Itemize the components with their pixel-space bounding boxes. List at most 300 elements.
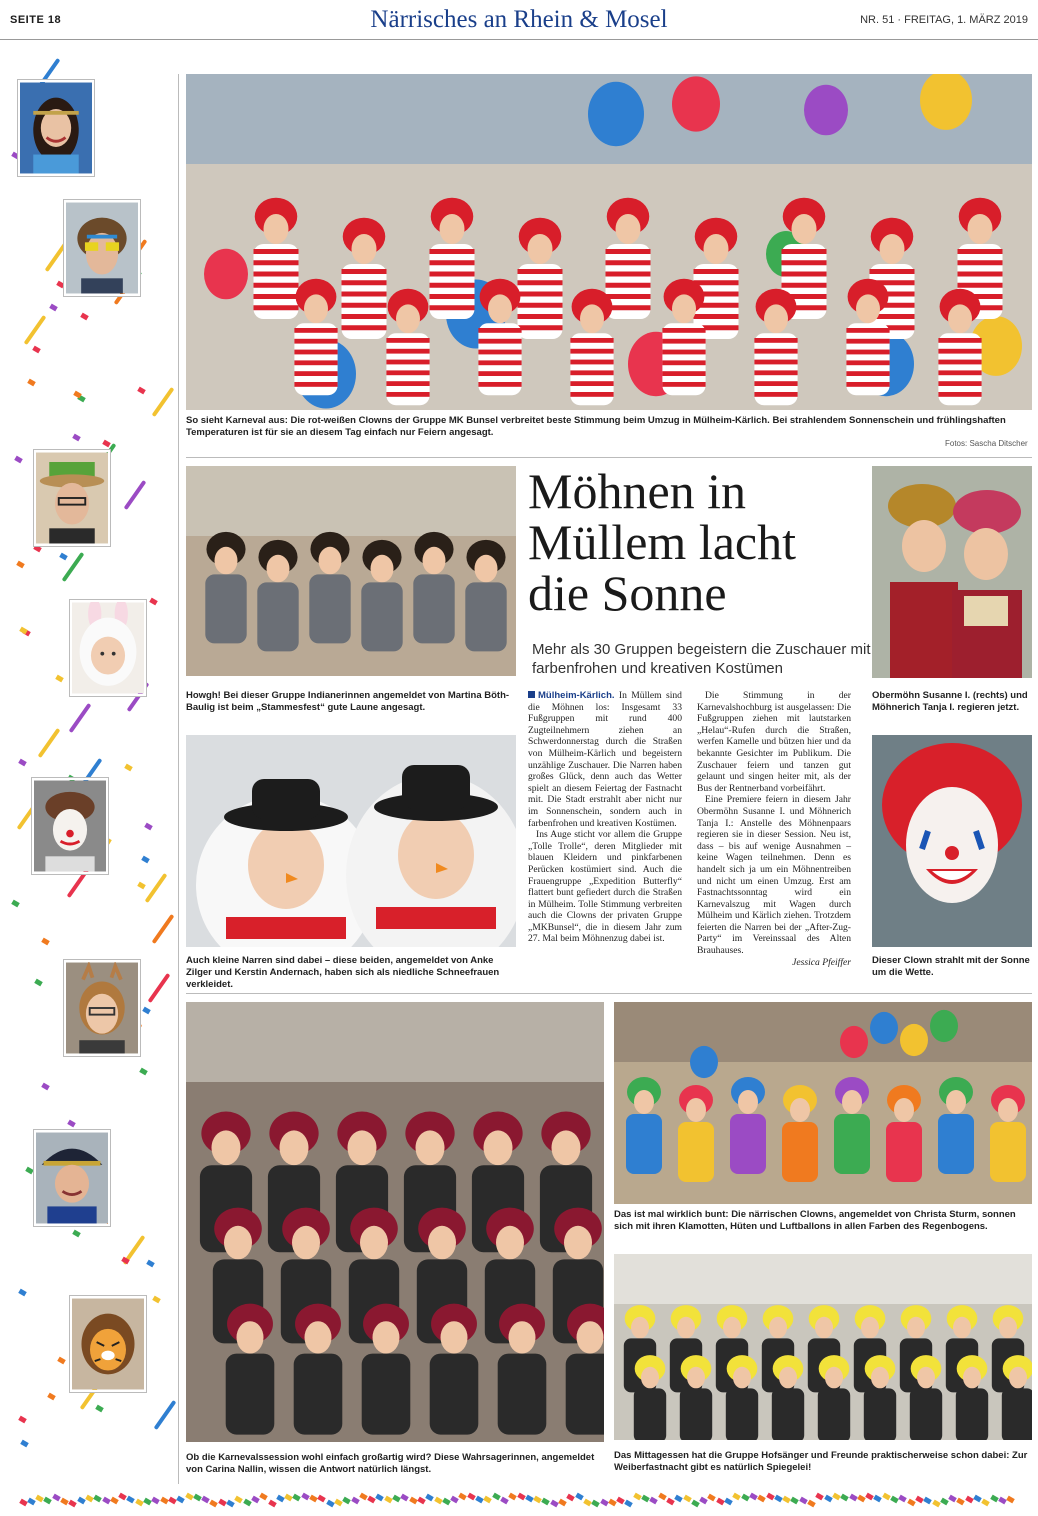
- confetti-piece: [558, 1499, 567, 1507]
- confetti-piece: [126, 1496, 135, 1504]
- confetti-piece: [890, 1496, 899, 1504]
- confetti-piece: [67, 1120, 76, 1128]
- stripe: [430, 305, 475, 310]
- face: [790, 1098, 810, 1122]
- confetti-piece: [741, 1494, 750, 1502]
- confetti-piece: [93, 1495, 102, 1503]
- face: [360, 1226, 388, 1260]
- face: [484, 1130, 513, 1165]
- stripe: [386, 392, 429, 397]
- face: [212, 1130, 241, 1165]
- caption-indian-women: Howgh! Bei dieser Gruppe Indianerinnen angemeldet von Martina Böth-Baulig ist beim „Stammesfest“ gute Laune angesagt.: [186, 690, 510, 713]
- face: [907, 1317, 925, 1339]
- face: [738, 1090, 758, 1114]
- face: [963, 1367, 981, 1389]
- confetti-piece: [292, 1494, 301, 1502]
- article-column-1: [528, 690, 682, 945]
- section-marker: [528, 691, 535, 698]
- stripe: [754, 392, 797, 397]
- confetti-piece: [624, 1500, 633, 1508]
- stripe: [606, 249, 651, 254]
- stripe: [754, 381, 797, 386]
- confetti-piece: [757, 1495, 766, 1503]
- confetti-piece: [151, 1497, 160, 1505]
- confetti-piece: [865, 1493, 874, 1501]
- confetti-piece: [18, 1289, 27, 1297]
- confetti-piece: [898, 1495, 907, 1503]
- stripe: [518, 280, 563, 285]
- confetti-piece: [458, 1493, 467, 1501]
- caption-top-photo: So sieht Karneval aus: Die rot-weißen Clowns der Gruppe MK Bunsel verbreitet beste Stimmung beim Umzug in Mülheim-Kärlich. Bei strahlendem Sonnenschein und frühlingshaften Temperaturen ist für sie an diesem Tag einfach nur Feiern angesagt.: [186, 415, 1006, 438]
- section-title: Närrisches an Rhein & Mosel: [370, 6, 668, 33]
- confetti-piece: [683, 1495, 692, 1503]
- body: [990, 1122, 1026, 1182]
- confetti-piece: [400, 1494, 409, 1502]
- photo-indian-women: [186, 466, 516, 676]
- confetti-sidebar: [8, 70, 168, 1465]
- stripe: [754, 360, 797, 365]
- face: [733, 1367, 751, 1389]
- confetti-piece: [176, 1496, 185, 1504]
- face: [953, 1317, 971, 1339]
- confetti-piece: [18, 759, 27, 767]
- face: [769, 1317, 787, 1339]
- stripe: [606, 283, 651, 288]
- confetti-piece: [49, 304, 58, 312]
- face: [528, 234, 553, 264]
- confetti-piece: [732, 1493, 741, 1501]
- confetti-piece: [68, 1500, 77, 1508]
- confetti-piece: [143, 1498, 152, 1506]
- face: [396, 304, 420, 333]
- confetti-piece: [201, 1496, 210, 1504]
- balloon: [588, 82, 644, 146]
- confetti-piece: [152, 1296, 161, 1304]
- stripe: [570, 360, 613, 365]
- face: [792, 214, 817, 244]
- stripe: [430, 283, 475, 288]
- portrait-man-pirate-hat: [34, 1130, 110, 1226]
- confetti-piece: [72, 434, 81, 442]
- article-paragraph: In Müllem sind die Möhnen los: Insgesamt 33 Fußgruppen mit rund 400 Zugteilnehmern ziehen an Schwerdonnerstag durch die Straßen von Mülheim-Kärlich und begeistern unzählige Zuschauer. Die Narren haben großes Glück, denn auch das Wetter spielt an diesem Feiertag der Fastnacht mit. Die Stadt erstrahlt aber nicht nur im Sonnenschein, sondern auch in farbenfrohen und kreativen Kostümen.: [528, 690, 682, 829]
- confetti-piece: [790, 1497, 799, 1505]
- stripe: [570, 349, 613, 354]
- confetti-piece: [259, 1493, 268, 1501]
- confetti-piece: [193, 1494, 202, 1502]
- stripe: [294, 371, 337, 376]
- article-dateline: Mülheim-Kärlich.: [538, 690, 615, 701]
- face: [634, 1090, 654, 1114]
- photo-credit: Fotos: Sascha Ditscher: [945, 439, 1028, 448]
- streamer: [154, 1400, 177, 1430]
- confetti-piece: [149, 598, 158, 606]
- confetti-piece: [973, 1495, 982, 1503]
- stripe: [478, 371, 521, 376]
- stripe: [294, 360, 337, 365]
- confetti-piece: [384, 1496, 393, 1504]
- stripe: [254, 272, 299, 277]
- confetti-piece: [483, 1496, 492, 1504]
- stripe: [430, 249, 475, 254]
- face: [319, 547, 342, 575]
- stripe: [958, 260, 1003, 265]
- confetti-piece: [517, 1493, 526, 1501]
- confetti-piece: [956, 1498, 965, 1506]
- stripe: [254, 305, 299, 310]
- article-author: Jessica Pfeiffer: [792, 956, 851, 968]
- face: [616, 214, 641, 244]
- portrait-hippie-woman: [18, 80, 94, 176]
- balloon: [204, 249, 248, 300]
- streamer: [152, 914, 175, 944]
- confetti-piece: [276, 1495, 285, 1503]
- confetti-piece: [492, 1493, 501, 1501]
- confetti-piece: [35, 1495, 44, 1503]
- confetti-piece: [18, 1416, 27, 1424]
- confetti-piece: [146, 1260, 155, 1268]
- confetti-piece: [137, 387, 146, 395]
- photo-royals: [872, 466, 1032, 678]
- stripe: [938, 349, 981, 354]
- body: [361, 582, 402, 651]
- confetti-piece: [550, 1500, 559, 1508]
- face: [948, 304, 972, 333]
- face: [946, 1090, 966, 1114]
- stripe: [694, 280, 739, 285]
- body: [205, 574, 246, 643]
- page-header: [0, 0, 1038, 40]
- confetti-piece: [500, 1497, 509, 1505]
- streamer: [148, 973, 171, 1003]
- confetti-piece: [1006, 1496, 1015, 1504]
- face: [1009, 1367, 1027, 1389]
- body: [938, 1114, 974, 1174]
- face: [968, 214, 993, 244]
- confetti-piece: [566, 1494, 575, 1502]
- streamer: [145, 873, 168, 903]
- caption-snow-women: Auch kleine Narren sind dabei – diese beiden, angemeldet von Anke Zilger und Kerstin Andernach, haben sich als niedliche Schneefrauen verkleidet.: [186, 955, 500, 990]
- confetti-piece: [41, 938, 50, 946]
- article-paragraph: Ins Auge sticht vor allem die Gruppe „Tolle Trolle“, deren Mitglieder mit blauen Kleidern und pinkfarbenen Perücken kostümiert sind. Auch die Frauengruppe „Expedition Butterfly“ flattert bunt gefiedert durch die Straßen in Mülheim. Tolle Stimmung verbreiten auch die Clowns der privaten Gruppe „MKBunsel“, die in diesem Jahr zum 27. Mal beim Möhnenzug dabei ist.: [528, 829, 682, 945]
- confetti-piece: [95, 1405, 104, 1413]
- body: [864, 1388, 896, 1440]
- streamer: [38, 728, 61, 758]
- portrait-man-sunglasses: [64, 200, 140, 296]
- stripe: [518, 314, 563, 319]
- confetti-piece: [57, 1357, 66, 1365]
- stripe: [662, 339, 705, 344]
- confetti-piece: [11, 900, 20, 908]
- confetti-piece: [80, 313, 89, 321]
- stripe: [662, 382, 705, 387]
- confetti-piece: [351, 1497, 360, 1505]
- face: [998, 1098, 1018, 1122]
- stripe: [386, 349, 429, 354]
- portrait-clown-man: [32, 778, 108, 874]
- confetti-piece: [20, 1440, 29, 1448]
- balloon: [900, 1024, 928, 1056]
- face: [423, 547, 446, 575]
- confetti-piece: [807, 1500, 816, 1508]
- stripe: [518, 303, 563, 308]
- confetti-piece: [649, 1497, 658, 1505]
- confetti-piece: [591, 1500, 600, 1508]
- confetti-piece: [990, 1495, 999, 1503]
- confetti-piece: [124, 764, 133, 772]
- stripe: [846, 350, 889, 355]
- caption-fortune-tellers: Ob die Karnevalssession wohl einfach großartig wird? Diese Wahrsagerinnen, angemeldet von Carina Nallin, wissen die Antwort natürlich längst.: [186, 1452, 595, 1475]
- stripe: [958, 249, 1003, 254]
- confetti-piece: [25, 1167, 34, 1175]
- confetti-piece: [541, 1498, 550, 1506]
- confetti-piece: [60, 1498, 69, 1506]
- confetti-piece: [392, 1495, 401, 1503]
- face: [687, 1367, 705, 1389]
- confetti-piece: [137, 882, 146, 890]
- photo-clown-group: [186, 74, 1032, 410]
- face: [764, 304, 788, 333]
- face: [631, 1317, 649, 1339]
- face: [224, 1226, 252, 1260]
- face: [641, 1367, 659, 1389]
- headline-line-1: Möhnen in: [528, 463, 747, 519]
- confetti-piece: [724, 1498, 733, 1506]
- face: [440, 214, 465, 244]
- confetti-piece: [142, 1007, 151, 1015]
- confetti-piece: [658, 1493, 667, 1501]
- body: [634, 1388, 666, 1440]
- stripe: [606, 260, 651, 265]
- confetti-piece: [508, 1493, 517, 1501]
- confetti-piece: [47, 1393, 56, 1401]
- body: [413, 574, 454, 643]
- confetti-piece: [209, 1500, 218, 1508]
- confetti-piece: [965, 1496, 974, 1504]
- body: [678, 1122, 714, 1182]
- confetti-piece: [633, 1493, 642, 1501]
- stripe: [846, 339, 889, 344]
- horizontal-divider: [186, 457, 1032, 458]
- stripe: [846, 360, 889, 365]
- face: [894, 1098, 914, 1122]
- stripe: [938, 338, 981, 343]
- horizontal-divider: [186, 993, 1032, 994]
- confetti-piece: [52, 1494, 61, 1502]
- confetti-piece: [268, 1500, 277, 1508]
- face: [267, 555, 290, 583]
- photo-fortune-tellers: [186, 1002, 604, 1442]
- stripe: [938, 392, 981, 397]
- body: [465, 582, 506, 651]
- confetti-piece: [55, 675, 64, 683]
- face: [723, 1317, 741, 1339]
- stripe: [570, 381, 613, 386]
- confetti-piece: [533, 1496, 542, 1504]
- portrait-man-grass-hat: [34, 450, 110, 546]
- body: [566, 1354, 604, 1435]
- face: [509, 1321, 536, 1353]
- stripe: [846, 371, 889, 376]
- stripe: [754, 349, 797, 354]
- body: [498, 1354, 547, 1435]
- streamer: [69, 703, 92, 733]
- face: [305, 1321, 332, 1353]
- face: [880, 234, 905, 264]
- stripe: [386, 370, 429, 375]
- stripe: [782, 272, 827, 277]
- confetti-piece: [674, 1495, 683, 1503]
- confetti-piece: [873, 1495, 882, 1503]
- face: [704, 234, 729, 264]
- stripe: [938, 381, 981, 386]
- stripe: [782, 283, 827, 288]
- confetti-piece: [27, 379, 36, 387]
- stripe: [478, 339, 521, 344]
- confetti-piece: [226, 1500, 235, 1508]
- photo-clown-face: [872, 735, 1032, 947]
- streamer: [152, 387, 175, 417]
- body: [626, 1114, 662, 1174]
- confetti-piece: [707, 1494, 716, 1502]
- stripe: [342, 325, 387, 330]
- confetti-piece: [41, 1083, 50, 1091]
- photo-egg-group: [614, 1254, 1032, 1440]
- stripe: [570, 392, 613, 397]
- face: [475, 555, 498, 583]
- confetti-piece: [135, 1499, 144, 1507]
- column-divider: [178, 74, 179, 1484]
- stripe: [870, 269, 915, 274]
- face: [352, 234, 377, 264]
- stripe: [958, 272, 1003, 277]
- confetti-piece: [840, 1494, 849, 1502]
- body: [834, 1114, 870, 1174]
- face: [552, 1130, 581, 1165]
- stripe: [662, 371, 705, 376]
- stripe: [694, 269, 739, 274]
- body: [226, 1354, 275, 1435]
- confetti-piece: [72, 1230, 81, 1238]
- body: [782, 1122, 818, 1182]
- photo-snow-women: [186, 735, 516, 947]
- face: [416, 1130, 445, 1165]
- portrait-woman-antlers: [64, 960, 140, 1056]
- confetti-piece: [141, 856, 150, 864]
- stripe: [430, 294, 475, 299]
- article-paragraph: Eine Premiere feiern in diesem Jahr Obermöhn Susanne I. und Möhnerich Tanja I.: Anstelle des Möhnenpaars regieren sie in dieser Session. Neu ist, dass – bis auf wenige Ausnahmen – keine Wagen teilnehmen. Denn es handelt sich ja um ein Möhnentreiben und nicht um einen Umzug. Erst am Fastnachtssonntag wird ein Karnevalszug mit Wagen durch Mülheim und Kärlich ziehen. Trotzdem feierten die Narren bei der „After-Zug-Party“ im Vereinssaal des Alten Brauhauses.: [697, 794, 851, 957]
- stripe: [254, 283, 299, 288]
- body: [257, 582, 298, 651]
- headline-line-3: die Sonne: [528, 565, 727, 621]
- face: [280, 1130, 309, 1165]
- confetti-piece: [59, 553, 68, 561]
- stripe: [294, 382, 337, 387]
- balloon: [870, 1012, 898, 1044]
- face: [292, 1226, 320, 1260]
- article-headline: [528, 463, 868, 621]
- face: [686, 1098, 706, 1122]
- caption-colorful-clowns: Das ist mal wirklich bunt: Die närrischen Clowns, angemeldet von Christa Sturm, sonnen sich mit ihren Klamotten, Hüten und Luftballons in allen Farben des Regenbogens.: [614, 1209, 1016, 1232]
- balloon: [930, 1010, 958, 1042]
- article-paragraph: Die Stimmung in der Karnevalshochburg ist ausgelassen: Die Fußgruppen ziehen mit lautstarken „Helau“-Rufen durch die Straßen, werfen Kamelle und bützen hier und da bekannte Gesichter im Publikum. Die Zuschauer feiern und tanzen gut gelaunt und singen heiter mit, als der Bus der Rentnerband vorbeifährt.: [697, 690, 851, 794]
- balloon: [840, 1026, 868, 1058]
- confetti-piece: [425, 1494, 434, 1502]
- article-column-2: [697, 690, 851, 968]
- stripe: [518, 269, 563, 274]
- stripe: [342, 269, 387, 274]
- face: [496, 1226, 524, 1260]
- confetti-piece: [317, 1495, 326, 1503]
- face: [871, 1367, 889, 1389]
- face: [373, 1321, 400, 1353]
- stripe: [254, 249, 299, 254]
- stripe: [342, 280, 387, 285]
- body: [910, 1388, 942, 1440]
- caption-royals: Obermöhn Susanne I. (rechts) und Möhnerich Tanja I. regieren jetzt.: [872, 690, 1028, 713]
- body: [1002, 1388, 1032, 1440]
- stripe: [782, 249, 827, 254]
- confetti-piece: [144, 823, 153, 831]
- face: [564, 1226, 592, 1260]
- body: [362, 1354, 411, 1435]
- issue-date: NR. 51 · FREITAG, 1. MÄRZ 2019: [860, 14, 1028, 26]
- face: [917, 1367, 935, 1389]
- confetti-piece: [110, 1497, 119, 1505]
- stripe: [662, 350, 705, 355]
- face: [580, 304, 604, 333]
- stripe: [386, 360, 429, 365]
- stripe: [782, 260, 827, 265]
- confetti-piece: [32, 346, 41, 354]
- face: [999, 1317, 1017, 1339]
- face: [348, 1130, 377, 1165]
- stripe: [606, 294, 651, 299]
- stripe: [430, 272, 475, 277]
- face: [237, 1321, 264, 1353]
- face: [215, 547, 238, 575]
- stripe: [342, 303, 387, 308]
- streamer: [124, 480, 147, 510]
- body: [772, 1388, 804, 1440]
- stripe: [938, 360, 981, 365]
- stripe: [478, 382, 521, 387]
- portrait-toddler-bunny: [70, 600, 146, 696]
- face: [264, 214, 289, 244]
- stripe: [662, 360, 705, 365]
- streamer: [24, 315, 47, 345]
- stripe: [342, 292, 387, 297]
- stripe: [294, 350, 337, 355]
- confetti-border: [20, 1494, 1020, 1508]
- stripe: [754, 338, 797, 343]
- stripe: [478, 350, 521, 355]
- face: [815, 1317, 833, 1339]
- stripe: [294, 339, 337, 344]
- face: [441, 1321, 468, 1353]
- stripe: [478, 328, 521, 333]
- balloon: [672, 76, 720, 131]
- stripe: [478, 360, 521, 365]
- confetti-piece: [749, 1493, 758, 1501]
- body: [309, 574, 350, 643]
- stripe: [430, 260, 475, 265]
- confetti-piece: [641, 1495, 650, 1503]
- confetti-piece: [923, 1497, 932, 1505]
- confetti-piece: [139, 1068, 148, 1076]
- stripe: [694, 314, 739, 319]
- face: [488, 294, 512, 323]
- balloon: [690, 1046, 718, 1078]
